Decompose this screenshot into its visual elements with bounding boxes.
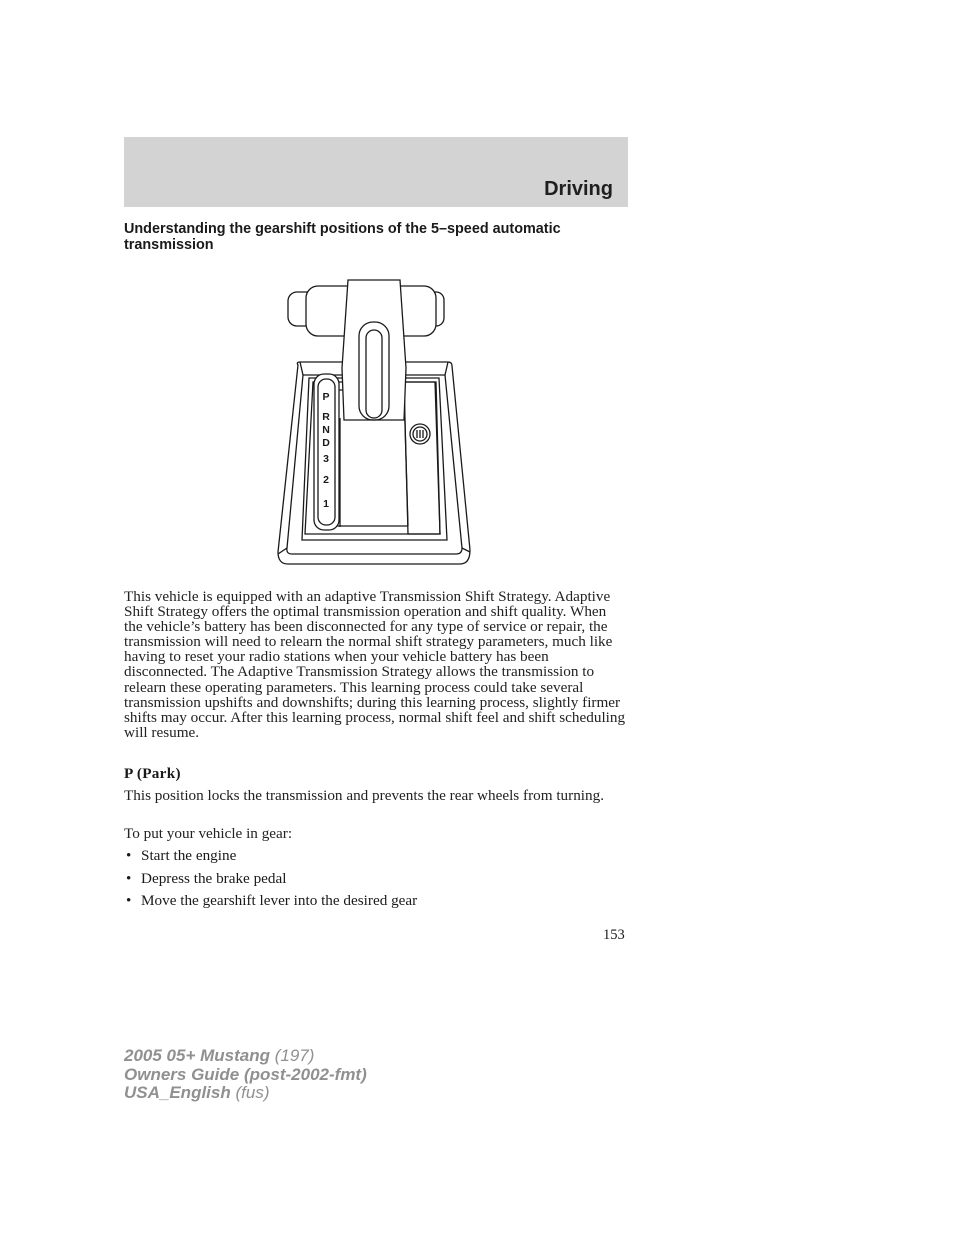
header-band: [124, 137, 628, 207]
list-item: [124, 893, 417, 916]
gear-n: N: [322, 424, 330, 436]
gear-instructions-intro: To put your vehicle in gear:: [124, 825, 293, 842]
footer-model: 2005 05+ Mustang: [124, 1046, 270, 1065]
gear-3: 3: [323, 453, 329, 465]
gear-d: D: [322, 437, 330, 449]
footer-model-code: (197): [274, 1046, 315, 1065]
park-heading: P (Park): [124, 765, 181, 782]
gear-1: 1: [323, 498, 329, 510]
page-heading: Understanding the gearshift positions of the 5–speed automatic transmission: [124, 221, 561, 253]
intro-paragraph: This vehicle is equipped with an adaptive Transmission Shift Strategy. Adaptive Shift Strategy offers the optimal transmission operation and shift quality. When the vehicle’s battery has been disconnected for any type of service or repair, the transmission will need to relearn the normal shift strategy parameters, much like having to reset your radio stations when your vehicle battery has been disconnected. The Adaptive Transmission Strategy allows the transmission to relearn these operating parameters. This learning process could take several transmission upshifts and downshifts; during this learning process, slightly firmer shifts may occur. After this learning process, normal shift feel and shift scheduling will resume.: [124, 588, 626, 741]
bullet-icon: •: [126, 869, 132, 887]
document-footer: [124, 1047, 367, 1103]
gear-steps-list: [124, 848, 417, 916]
list-item: [124, 871, 417, 894]
bullet-icon: •: [126, 847, 132, 864]
footer-locale-code: (fus): [235, 1083, 270, 1102]
page-number: 153: [603, 927, 625, 943]
footer-guide: Owners Guide (post-2002-fmt): [124, 1064, 367, 1084]
list-item-text: Move the gearshift lever into the desired gear: [141, 892, 418, 909]
list-item: [124, 848, 417, 871]
park-description: This position locks the transmission and prevents the rear wheels from turning.: [124, 787, 605, 804]
gearshift-illustration: [276, 278, 472, 570]
bullet-icon: •: [126, 892, 132, 909]
gear-p: P: [322, 391, 330, 403]
list-item-text: Depress the brake pedal: [141, 869, 287, 887]
gear-2: 2: [323, 474, 329, 486]
list-item-text: Start the engine: [141, 847, 237, 864]
footer-locale: USA_English: [124, 1083, 231, 1102]
gear-r: R: [322, 411, 330, 423]
section-title: Driving: [544, 178, 613, 200]
